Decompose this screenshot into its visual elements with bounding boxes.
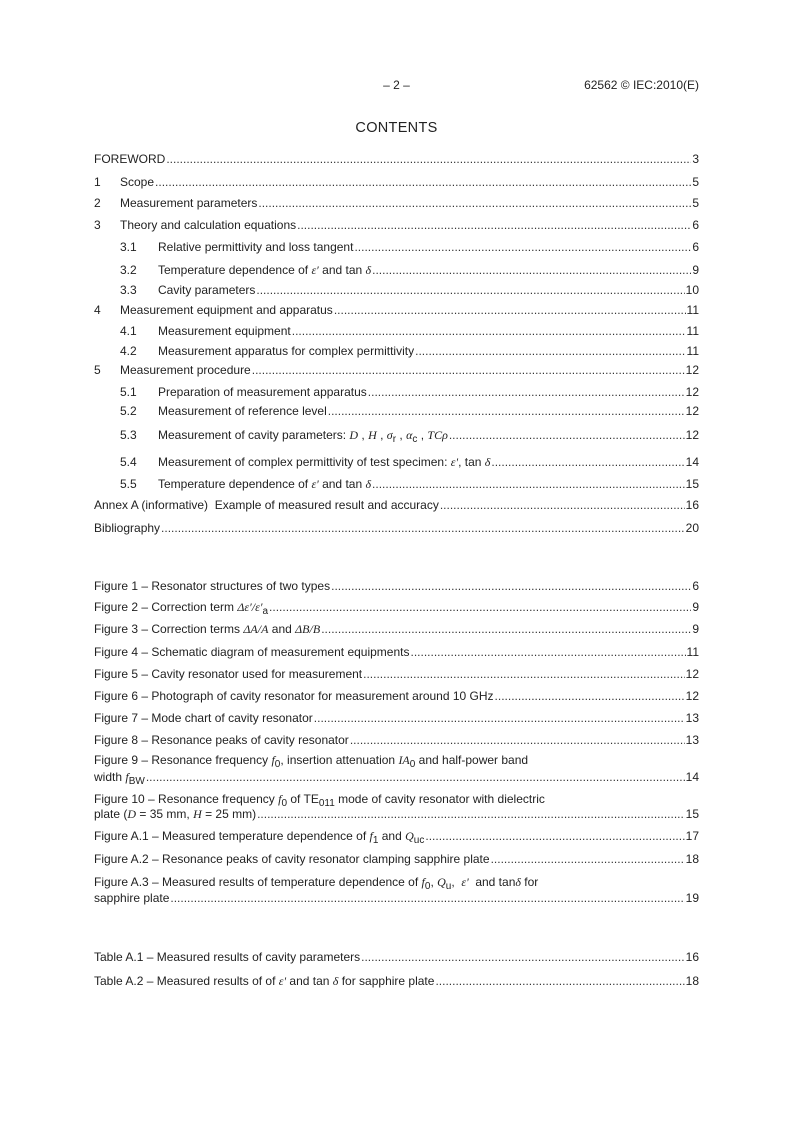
figure-entry-text: Figure 3 – Correction terms ΔA/A and ΔB/B <box>94 622 321 636</box>
figure-entry-6[interactable] <box>94 689 699 703</box>
toc-entry-page: 5 <box>692 175 699 189</box>
toc-entry-number: 4.1 <box>120 324 137 338</box>
figure-entry-text: Figure A.2 – Resonance peaks of cavity resonator clamping sapphire plate <box>94 852 490 866</box>
toc-entry-text: Annex A (informative) Example of measured result and accuracy <box>94 498 439 512</box>
figure-entry-text-line1: Figure 9 – Resonance frequency $f_0$, insertion attenuation $IA_0$ and half-power band <box>94 753 529 770</box>
toc-entry-annex-a[interactable] <box>94 498 699 512</box>
toc-entry-reference-level[interactable] <box>94 404 699 418</box>
toc-entry-measurement-parameters[interactable] <box>94 196 699 210</box>
toc-entry-page: 12 <box>685 428 699 442</box>
figure-entry-9[interactable] <box>94 753 699 787</box>
toc-entry-cavity-measurement[interactable] <box>94 428 699 445</box>
toc-entry-number: 3 <box>94 218 101 232</box>
toc-entry-page: 9 <box>692 263 699 277</box>
figure-entry-page: 12 <box>685 689 699 703</box>
toc-entry-page: 20 <box>685 521 699 535</box>
toc-entry-measurement-apparatus[interactable] <box>94 344 699 358</box>
figure-entry-text: Figure 7 – Mode chart of cavity resonator <box>94 711 313 725</box>
page-title: CONTENTS <box>355 120 438 136</box>
toc-entry-page: 14 <box>685 455 699 469</box>
toc-entry-text: Theory and calculation equations <box>120 218 297 232</box>
toc-entry-measurement-equipment[interactable] <box>94 324 699 338</box>
figure-entry-text-line2: sapphire plate <box>94 891 170 905</box>
figure-entry-1[interactable] <box>94 579 699 593</box>
toc-entry-text: Measurement procedure <box>120 363 251 377</box>
toc-entry-page: 12 <box>685 363 699 377</box>
figure-entry-text: Figure 6 – Photograph of cavity resonator for measurement around 10 GHz <box>94 689 494 703</box>
toc-entry-page: 11 <box>686 303 699 317</box>
table-entry-page: 16 <box>685 950 699 964</box>
toc-entry-text: Temperature dependence of ε′ and tan δ <box>158 263 372 277</box>
toc-entry-cavity-parameters[interactable] <box>94 283 699 297</box>
toc-entry-number: 2 <box>94 196 101 210</box>
figure-entry-text: Figure 1 – Resonator structures of two types <box>94 579 331 593</box>
toc-entry-text: Measurement of reference level <box>158 404 327 418</box>
figure-entry-page: 17 <box>685 829 699 843</box>
table-entry-page: 18 <box>685 974 699 988</box>
figure-entry-page: 9 <box>692 622 699 636</box>
figure-entry-a2[interactable] <box>94 852 699 866</box>
table-entry-a2[interactable] <box>94 974 699 988</box>
toc-entry-number: 4 <box>94 303 101 317</box>
toc-entry-text: Cavity parameters <box>158 283 256 297</box>
page-header <box>94 78 699 94</box>
toc-entry-page: 16 <box>685 498 699 512</box>
toc-entry-equipment-apparatus[interactable] <box>94 303 699 317</box>
figure-entry-4[interactable] <box>94 645 699 659</box>
figure-entry-a3[interactable] <box>94 875 699 905</box>
toc-entry-text: Preparation of measurement apparatus <box>158 385 367 399</box>
toc-entry-number: 5.5 <box>120 477 137 491</box>
toc-entry-text: Measurement equipment <box>158 324 291 338</box>
toc-entry-measurement-procedure[interactable] <box>94 363 699 377</box>
toc-entry-temperature-dependence[interactable] <box>94 263 699 277</box>
figure-entry-text: Figure 8 – Resonance peaks of cavity resonator <box>94 733 349 747</box>
figure-entry-page: 15 <box>685 807 699 821</box>
figure-entry-page: 19 <box>685 891 699 905</box>
figure-entry-page: 14 <box>685 770 699 784</box>
figure-entry-2[interactable] <box>94 600 699 617</box>
toc-entry-bibliography[interactable] <box>94 521 699 535</box>
toc-entry-page: 10 <box>685 283 699 297</box>
toc-entry-preparation[interactable] <box>94 385 699 399</box>
toc-entry-text: Measurement apparatus for complex permittivity <box>158 344 415 358</box>
toc-entry-number: 3.2 <box>120 263 137 277</box>
toc-entry-number: 5.1 <box>120 385 137 399</box>
figure-entry-text-line2: width $f_{BW}$ <box>94 770 145 787</box>
figure-entry-text: Figure 5 – Cavity resonator used for measurement <box>94 667 363 681</box>
figure-entry-text-line1: Figure A.3 – Measured results of temperature dependence of $f_0$, $Q_u$, ε' and tanδ for <box>94 875 539 892</box>
standard-id: 62562 © IEC:2010(E) <box>584 78 699 92</box>
toc-entry-page: 12 <box>685 404 699 418</box>
table-entry-text: Table A.1 – Measured results of cavity parameters <box>94 950 361 964</box>
toc-entry-number: 1 <box>94 175 101 189</box>
toc-entry-theory[interactable] <box>94 218 699 232</box>
figure-entry-5[interactable] <box>94 667 699 681</box>
toc-entry-text: Temperature dependence of ε' and tan δ <box>158 477 372 491</box>
toc-entry-relative-permittivity[interactable] <box>94 240 699 254</box>
toc-entry-number: 5.2 <box>120 404 137 418</box>
figure-entry-8[interactable] <box>94 733 699 747</box>
toc-entry-text: Bibliography <box>94 521 161 535</box>
figure-entry-text: Figure A.1 – Measured temperature dependence of $f_1$ and $Q_{uc}$ <box>94 829 425 846</box>
figure-entry-text-line2: plate (D = 35 mm, H = 25 mm) <box>94 807 257 821</box>
figure-entry-page: 13 <box>685 733 699 747</box>
table-entry-a1[interactable] <box>94 950 699 964</box>
toc-entry-complex-permittivity[interactable] <box>94 455 699 469</box>
figure-entry-page: 13 <box>685 711 699 725</box>
figure-entry-7[interactable] <box>94 711 699 725</box>
figure-entry-page: 6 <box>692 579 699 593</box>
toc-entry-text: Measurement equipment and apparatus <box>120 303 333 317</box>
toc-entry-page: 12 <box>685 385 699 399</box>
figure-entry-page: 18 <box>685 852 699 866</box>
toc-entry-page: 11 <box>686 324 699 338</box>
page-number: – 2 – <box>383 78 410 92</box>
toc-entry-page: 6 <box>692 218 699 232</box>
toc-entry-page: 3 <box>692 152 699 166</box>
figure-entry-text-line1: Figure 10 – Resonance frequency $f_0$ of $TE_{011}$ mode of cavity resonator with dielectric <box>94 792 545 809</box>
toc-entry-scope[interactable] <box>94 175 699 189</box>
figure-entry-text: Figure 4 – Schematic diagram of measurement equipments <box>94 645 410 659</box>
toc-entry-page: 11 <box>686 344 699 358</box>
toc-entry-page: 5 <box>692 196 699 210</box>
toc-entry-text: Measurement of cavity parameters: D , H , $\sigma_r$ , $\alpha_c$ , TCρ <box>158 428 448 445</box>
toc-entry-number: 4.2 <box>120 344 137 358</box>
toc-entry-text: Relative permittivity and loss tangent <box>158 240 354 254</box>
figure-entry-text: Figure 2 – Correction term $\Delta\varepsilon'/\varepsilon'_a$ <box>94 600 269 617</box>
toc-entry-number: 5.3 <box>120 428 137 442</box>
toc-entry-text: Measurement parameters <box>120 196 258 210</box>
figure-entry-3[interactable] <box>94 622 699 636</box>
toc-entry-text: Measurement of complex permittivity of test specimen: ε', tan δ <box>158 455 491 469</box>
toc-entry-text: FOREWORD <box>94 152 166 166</box>
toc-entry-page: 15 <box>685 477 699 491</box>
toc-entry-number: 3.1 <box>120 240 137 254</box>
toc-entry-text: Scope <box>120 175 155 189</box>
toc-entry-number: 5 <box>94 363 101 377</box>
toc-entry-foreword[interactable] <box>94 152 699 166</box>
figure-entry-a1[interactable] <box>94 829 699 846</box>
toc-entry-page: 6 <box>692 240 699 254</box>
figure-entry-page: 12 <box>685 667 699 681</box>
figure-entry-10[interactable] <box>94 792 699 821</box>
figure-entry-page: 11 <box>686 645 699 659</box>
toc-entry-number: 3.3 <box>120 283 137 297</box>
toc-entry-temperature-dependence-2[interactable] <box>94 477 699 491</box>
table-entry-text: Table A.2 – Measured results of of ε' and tan δ for sapphire plate <box>94 974 435 988</box>
figure-entry-page: 9 <box>692 600 699 614</box>
toc-entry-number: 5.4 <box>120 455 137 469</box>
